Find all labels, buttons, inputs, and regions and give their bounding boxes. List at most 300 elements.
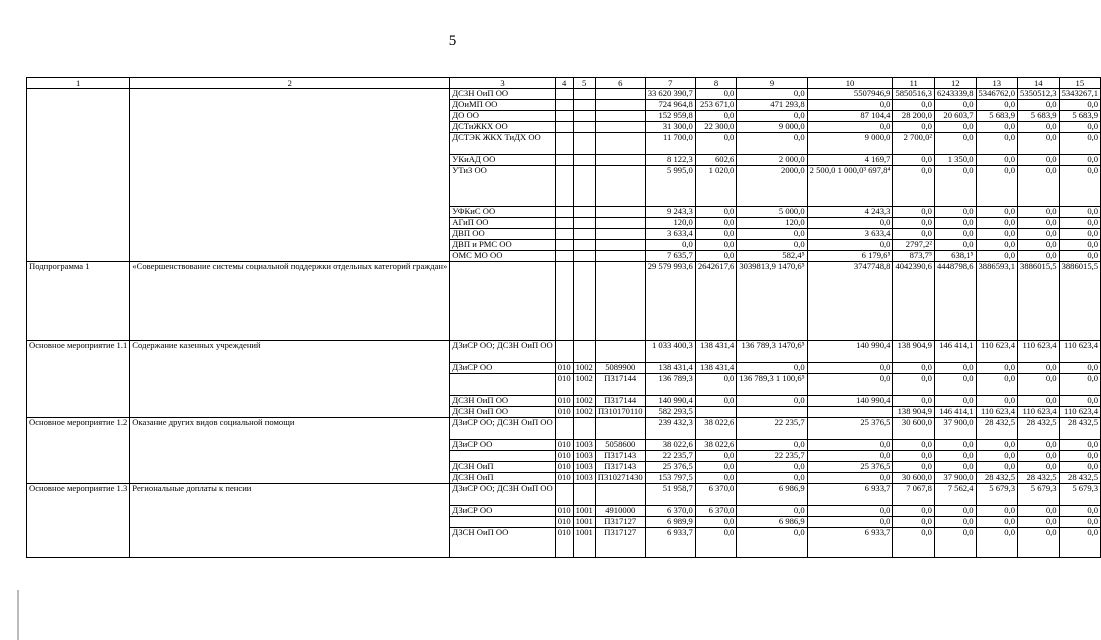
amount-cell: 0,0 [1059,517,1101,528]
table-row [27,122,1101,133]
amount-cell: 6 370,0 [695,484,737,506]
classification-cell: 1002 [573,374,595,396]
program-name-cell: Содержание казенных учреждений [130,341,450,363]
classification-cell: 5058600 [595,440,645,451]
amount-cell: 0,0 [1018,374,1060,396]
program-name-cell [130,440,450,451]
amount-cell: 0,0 [1059,251,1101,262]
amount-cell: 152 959,8 [645,111,695,122]
executor-cell: ДВП и РМС ОО [450,240,555,251]
program-name-cell [130,218,450,229]
amount-cell: 6 933,7 [807,528,893,558]
classification-cell: П317143 [595,451,645,462]
classification-cell [555,251,573,262]
amount-cell: 602,6 [695,155,737,166]
table-row [27,218,1101,229]
table-row [27,451,1101,462]
table-row [27,155,1101,166]
executor-cell [450,517,555,528]
amount-cell: 0,0 [807,240,893,251]
classification-cell: 1001 [573,517,595,528]
header-cell: 11 [893,78,935,89]
amount-cell: 9 000,0 [807,133,893,155]
table-row [27,462,1101,473]
classification-cell: П317143 [595,462,645,473]
classification-cell [555,229,573,240]
table-row [27,363,1101,374]
amount-cell: 0,0 [737,506,807,517]
amount-cell: 0,0 [976,363,1018,374]
classification-cell [595,218,645,229]
amount-cell: 1 020,0 [695,166,737,207]
executor-cell: ДСЗН ОиП [450,473,555,484]
amount-cell: 6 933,7 [807,484,893,506]
executor-cell [450,451,555,462]
classification-cell: 1003 [573,451,595,462]
amount-cell: 471 293,8 [737,100,807,111]
amount-cell: 873,7⁵ [893,251,935,262]
table-row [27,166,1101,207]
amount-cell: 0,0 [807,122,893,133]
executor-cell: ДЗиСР ОО; ДСЗН ОиП ОО [450,341,555,363]
header-cell: 5 [573,78,595,89]
amount-cell: 38 022,6 [645,440,695,451]
amount-cell: 3886015,5 [1059,262,1101,341]
amount-cell: 0,0 [893,229,935,240]
amount-cell: 5 679,3 [976,484,1018,506]
header-cell: 13 [976,78,1018,89]
amount-cell: 0,0 [695,251,737,262]
amount-cell: 239 432,3 [645,418,695,440]
amount-cell: 153 797,5 [645,473,695,484]
amount-cell: 0,0 [1059,218,1101,229]
amount-cell: 0,0 [737,229,807,240]
executor-cell: ДСТЭК ЖКХ ТиДХ ОО [450,133,555,155]
amount-cell: 3039813,9 1470,6⁵ [737,262,807,341]
executor-cell: ОМС МО ОО [450,251,555,262]
amount-cell: 110 623,4 [1059,341,1101,363]
header-cell: 8 [695,78,737,89]
program-name-cell [130,363,450,374]
amount-cell: 0,0 [695,207,737,218]
table-row [27,133,1101,155]
amount-cell: 25 376,5 [645,462,695,473]
classification-cell: 010 [555,363,573,374]
amount-cell: 0,0 [934,133,976,155]
amount-cell: 0,0 [976,396,1018,407]
amount-cell: 0,0 [934,240,976,251]
amount-cell: 0,0 [893,166,935,207]
amount-cell: 0,0 [1018,240,1060,251]
program-code-cell [27,440,130,451]
amount-cell: 0,0 [1018,218,1060,229]
amount-cell: 0,0 [1059,166,1101,207]
amount-cell: 0,0 [737,89,807,100]
amount-cell: 0,0 [1018,155,1060,166]
amount-cell: 0,0 [737,240,807,251]
amount-cell [695,407,737,418]
amount-cell: 0,0 [1018,207,1060,218]
amount-cell: 0,0 [893,517,935,528]
classification-cell [573,166,595,207]
classification-cell: 010 [555,506,573,517]
classification-cell: 4910000 [595,506,645,517]
amount-cell: 724 964,8 [645,100,695,111]
executor-cell: ДЗиСР ОО; ДСЗН ОиП ОО [450,418,555,440]
classification-cell: 010 [555,517,573,528]
amount-cell: 2 000,0 [737,155,807,166]
amount-cell: 5 679,3 [1018,484,1060,506]
amount-cell: 0,0 [1018,100,1060,111]
amount-cell: 0,0 [934,122,976,133]
program-name-cell [130,451,450,462]
amount-cell: 0,0 [695,218,737,229]
amount-cell: 0,0 [1059,396,1101,407]
amount-cell: 5850516,3 [893,89,935,100]
amount-cell: 0,0 [934,207,976,218]
program-funding-table [26,77,1101,558]
executor-cell: УТиЗ ОО [450,166,555,207]
classification-cell: П310170110 [595,407,645,418]
amount-cell: 0,0 [1018,462,1060,473]
amount-cell: 638,1⁵ [934,251,976,262]
amount-cell: 6 986,9 [737,517,807,528]
amount-cell: 5 683,9 [1059,111,1101,122]
amount-cell: 0,0 [1018,440,1060,451]
program-code-cell [27,89,130,100]
table-row [27,207,1101,218]
amount-cell: 0,0 [737,133,807,155]
program-code-cell [27,374,130,396]
classification-cell [595,341,645,363]
amount-cell: 0,0 [934,229,976,240]
executor-cell: ДСТиЖКХ ОО [450,122,555,133]
table-row [27,251,1101,262]
amount-cell: 0,0 [737,473,807,484]
amount-cell: 582,4⁵ [737,251,807,262]
classification-cell [595,111,645,122]
classification-cell: П310271430 [595,473,645,484]
program-code-cell [27,166,130,207]
table-row [27,418,1101,440]
amount-cell: 11 700,0 [645,133,695,155]
amount-cell: 20 603,7 [934,111,976,122]
amount-cell: 37 900,0 [934,418,976,440]
amount-cell: 0,0 [1059,240,1101,251]
classification-cell [555,218,573,229]
program-name-cell [130,111,450,122]
amount-cell: 28 432,5 [976,473,1018,484]
amount-cell: 0,0 [893,528,935,558]
amount-cell: 0,0 [934,374,976,396]
classification-cell [573,240,595,251]
executor-cell: ДСЗН ОиП ОО [450,407,555,418]
classification-cell: П317127 [595,517,645,528]
program-code-cell [27,240,130,251]
table-row [27,407,1101,418]
amount-cell: 3747748,8 [807,262,893,341]
amount-cell: 3 633,4 [645,229,695,240]
program-name-cell [130,396,450,407]
program-code-cell [27,528,130,558]
amount-cell: 0,0 [1018,451,1060,462]
amount-cell: 0,0 [893,440,935,451]
amount-cell: 5346762,0 [976,89,1018,100]
program-code-cell [27,473,130,484]
amount-cell [737,407,807,418]
amount-cell: 0,0 [934,517,976,528]
amount-cell: 136 789,3 1 100,6⁵ [737,374,807,396]
amount-cell: 0,0 [1059,374,1101,396]
amount-cell: 7 635,7 [645,251,695,262]
classification-cell [573,218,595,229]
amount-cell: 22 300,0 [695,122,737,133]
amount-cell: 0,0 [976,506,1018,517]
header-cell: 12 [934,78,976,89]
classification-cell: П317144 [595,396,645,407]
amount-cell: 0,0 [807,218,893,229]
amount-cell: 0,0 [976,462,1018,473]
classification-cell [573,229,595,240]
classification-cell [595,133,645,155]
amount-cell: 9 000,0 [737,122,807,133]
program-name-cell [130,473,450,484]
amount-cell: 28 432,5 [976,418,1018,440]
amount-cell: 33 620 390,7 [645,89,695,100]
amount-cell: 0,0 [695,111,737,122]
amount-cell: 87 104,4 [807,111,893,122]
amount-cell: 28 200,0 [893,111,935,122]
amount-cell: 28 432,5 [1018,473,1060,484]
amount-cell: 6243339,8 [934,89,976,100]
table-row [27,440,1101,451]
executor-cell: УФКиС ОО [450,207,555,218]
program-name-cell [130,407,450,418]
program-name-cell [130,100,450,111]
amount-cell: 0,0 [1059,207,1101,218]
amount-cell: 0,0 [1059,451,1101,462]
page-number: 5 [448,33,457,49]
program-name-cell [130,517,450,528]
amount-cell: 0,0 [695,89,737,100]
amount-cell: 0,0 [1018,166,1060,207]
amount-cell: 0,0 [976,251,1018,262]
amount-cell: 0,0 [1018,396,1060,407]
amount-cell: 146 414,1 [934,341,976,363]
amount-cell: 0,0 [976,155,1018,166]
amount-cell: 2 500,0 1 000,0³ 697,8⁴ [807,166,893,207]
amount-cell: 0,0 [807,506,893,517]
amount-cell: 6 179,6⁵ [807,251,893,262]
program-code-cell [27,462,130,473]
amount-cell: 4448798,6 [934,262,976,341]
classification-cell: 1003 [573,462,595,473]
amount-cell: 38 022,6 [695,418,737,440]
executor-cell: ДЗиСР ОО [450,506,555,517]
program-name-cell [130,229,450,240]
amount-cell: 0,0 [934,506,976,517]
amount-cell: 5350512,3 [1018,89,1060,100]
amount-cell: 0,0 [934,166,976,207]
amount-cell: 0,0 [934,218,976,229]
amount-cell: 0,0 [807,451,893,462]
table-row [27,484,1101,506]
amount-cell: 0,0 [934,100,976,111]
program-name-cell [130,251,450,262]
amount-cell: 0,0 [645,240,695,251]
amount-cell: 110 623,4 [1059,407,1101,418]
amount-cell: 138 431,4 [695,341,737,363]
amount-cell: 4042390,6 [893,262,935,341]
amount-cell: 0,0 [934,528,976,558]
classification-cell: 010 [555,440,573,451]
amount-cell: 0,0 [1018,133,1060,155]
amount-cell: 0,0 [893,374,935,396]
amount-cell: 0,0 [737,111,807,122]
amount-cell: 0,0 [976,122,1018,133]
amount-cell: 5 000,0 [737,207,807,218]
amount-cell: 5 995,0 [645,166,695,207]
amount-cell: 4 243,3 [807,207,893,218]
amount-cell: 31 300,0 [645,122,695,133]
amount-cell: 0,0 [976,517,1018,528]
amount-cell: 0,0 [1018,122,1060,133]
amount-cell: 0,0 [893,451,935,462]
program-name-cell: «Совершенствование системы социальной поддержки отдельных категорий граждан» [130,262,450,341]
amount-cell: 0,0 [976,374,1018,396]
amount-cell: 138 904,9 [893,341,935,363]
classification-cell [573,341,595,363]
classification-cell: П317144 [595,374,645,396]
amount-cell: 582 293,5 [645,407,695,418]
amount-cell: 0,0 [1059,363,1101,374]
classification-cell [573,207,595,218]
amount-cell: 0,0 [976,229,1018,240]
amount-cell: 0,0 [807,100,893,111]
amount-cell: 0,0 [976,207,1018,218]
amount-cell: 0,0 [695,473,737,484]
classification-cell [573,133,595,155]
classification-cell: 1002 [573,407,595,418]
amount-cell: 0,0 [976,218,1018,229]
table-row [27,229,1101,240]
amount-cell: 0,0 [893,218,935,229]
classification-cell [595,89,645,100]
amount-cell: 28 432,5 [1059,473,1101,484]
amount-cell: 0,0 [893,155,935,166]
classification-cell [555,89,573,100]
amount-cell: 0,0 [807,440,893,451]
amount-cell: 1 033 400,3 [645,341,695,363]
amount-cell: 136 789,3 1470,6⁵ [737,341,807,363]
program-name-cell [130,462,450,473]
amount-cell: 7 562,4 [934,484,976,506]
amount-cell: 6 989,9 [645,517,695,528]
amount-cell: 0,0 [1018,251,1060,262]
executor-cell: ДЗСН ОиП ОО [450,528,555,558]
classification-cell [573,100,595,111]
classification-cell: 1002 [573,363,595,374]
program-code-cell [27,207,130,218]
amount-cell: 0,0 [893,462,935,473]
amount-cell: 0,0 [737,462,807,473]
classification-cell [555,240,573,251]
amount-cell: 0,0 [1059,440,1101,451]
amount-cell: 28 432,5 [1059,418,1101,440]
amount-cell: 0,0 [1018,229,1060,240]
header-cell: 1 [27,78,130,89]
amount-cell: 0,0 [695,229,737,240]
amount-cell: 0,0 [807,517,893,528]
table-row [27,473,1101,484]
classification-cell: 1003 [573,473,595,484]
executor-cell [450,374,555,396]
amount-cell: 120,0 [645,218,695,229]
classification-cell [595,100,645,111]
amount-cell: 110 623,4 [1018,407,1060,418]
program-code-cell [27,506,130,517]
classification-cell [573,418,595,440]
executor-cell: ДЗиСР ОО [450,363,555,374]
classification-cell: 1001 [573,528,595,558]
amount-cell: 0,0 [1059,462,1101,473]
amount-cell: 0,0 [695,517,737,528]
executor-cell: УКиАД ОО [450,155,555,166]
program-name-cell [130,374,450,396]
classification-cell [555,418,573,440]
amount-cell: 110 623,4 [976,341,1018,363]
program-code-cell [27,122,130,133]
amount-cell [807,407,893,418]
amount-cell: 3 633,4 [807,229,893,240]
amount-cell: 0,0 [976,440,1018,451]
classification-cell: 010 [555,374,573,396]
amount-cell: 3886015,5 [1018,262,1060,341]
program-code-cell [27,396,130,407]
amount-cell: 140 990,4 [807,341,893,363]
amount-cell: 0,0 [737,440,807,451]
amount-cell: 9 243,3 [645,207,695,218]
executor-cell: ДВП ОО [450,229,555,240]
amount-cell: 0,0 [737,528,807,558]
amount-cell: 0,0 [976,240,1018,251]
classification-cell [595,166,645,207]
classification-cell [555,100,573,111]
amount-cell: 25 376,5 [807,418,893,440]
program-code-cell [27,407,130,418]
program-name-cell: Оказание других видов социальной помощи [130,418,450,440]
amount-cell: 22 235,7 [737,451,807,462]
executor-cell: ДЗиСР ОО [450,440,555,451]
amount-cell: 3886593,1 [976,262,1018,341]
amount-cell: 253 671,0 [695,100,737,111]
classification-cell: 1002 [573,396,595,407]
amount-cell: 0,0 [807,363,893,374]
program-name-cell [130,207,450,218]
program-code-cell: Подпрограмма 1 [27,262,130,341]
classification-cell: 010 [555,473,573,484]
amount-cell: 8 122,3 [645,155,695,166]
program-name-cell [130,528,450,558]
header-cell: 14 [1018,78,1060,89]
table-row [27,341,1101,363]
program-name-cell: Региональные доплаты к пенсии [130,484,450,506]
classification-cell [573,122,595,133]
amount-cell: 0,0 [893,207,935,218]
amount-cell: 0,0 [976,133,1018,155]
amount-cell: 0,0 [1059,133,1101,155]
classification-cell [555,122,573,133]
